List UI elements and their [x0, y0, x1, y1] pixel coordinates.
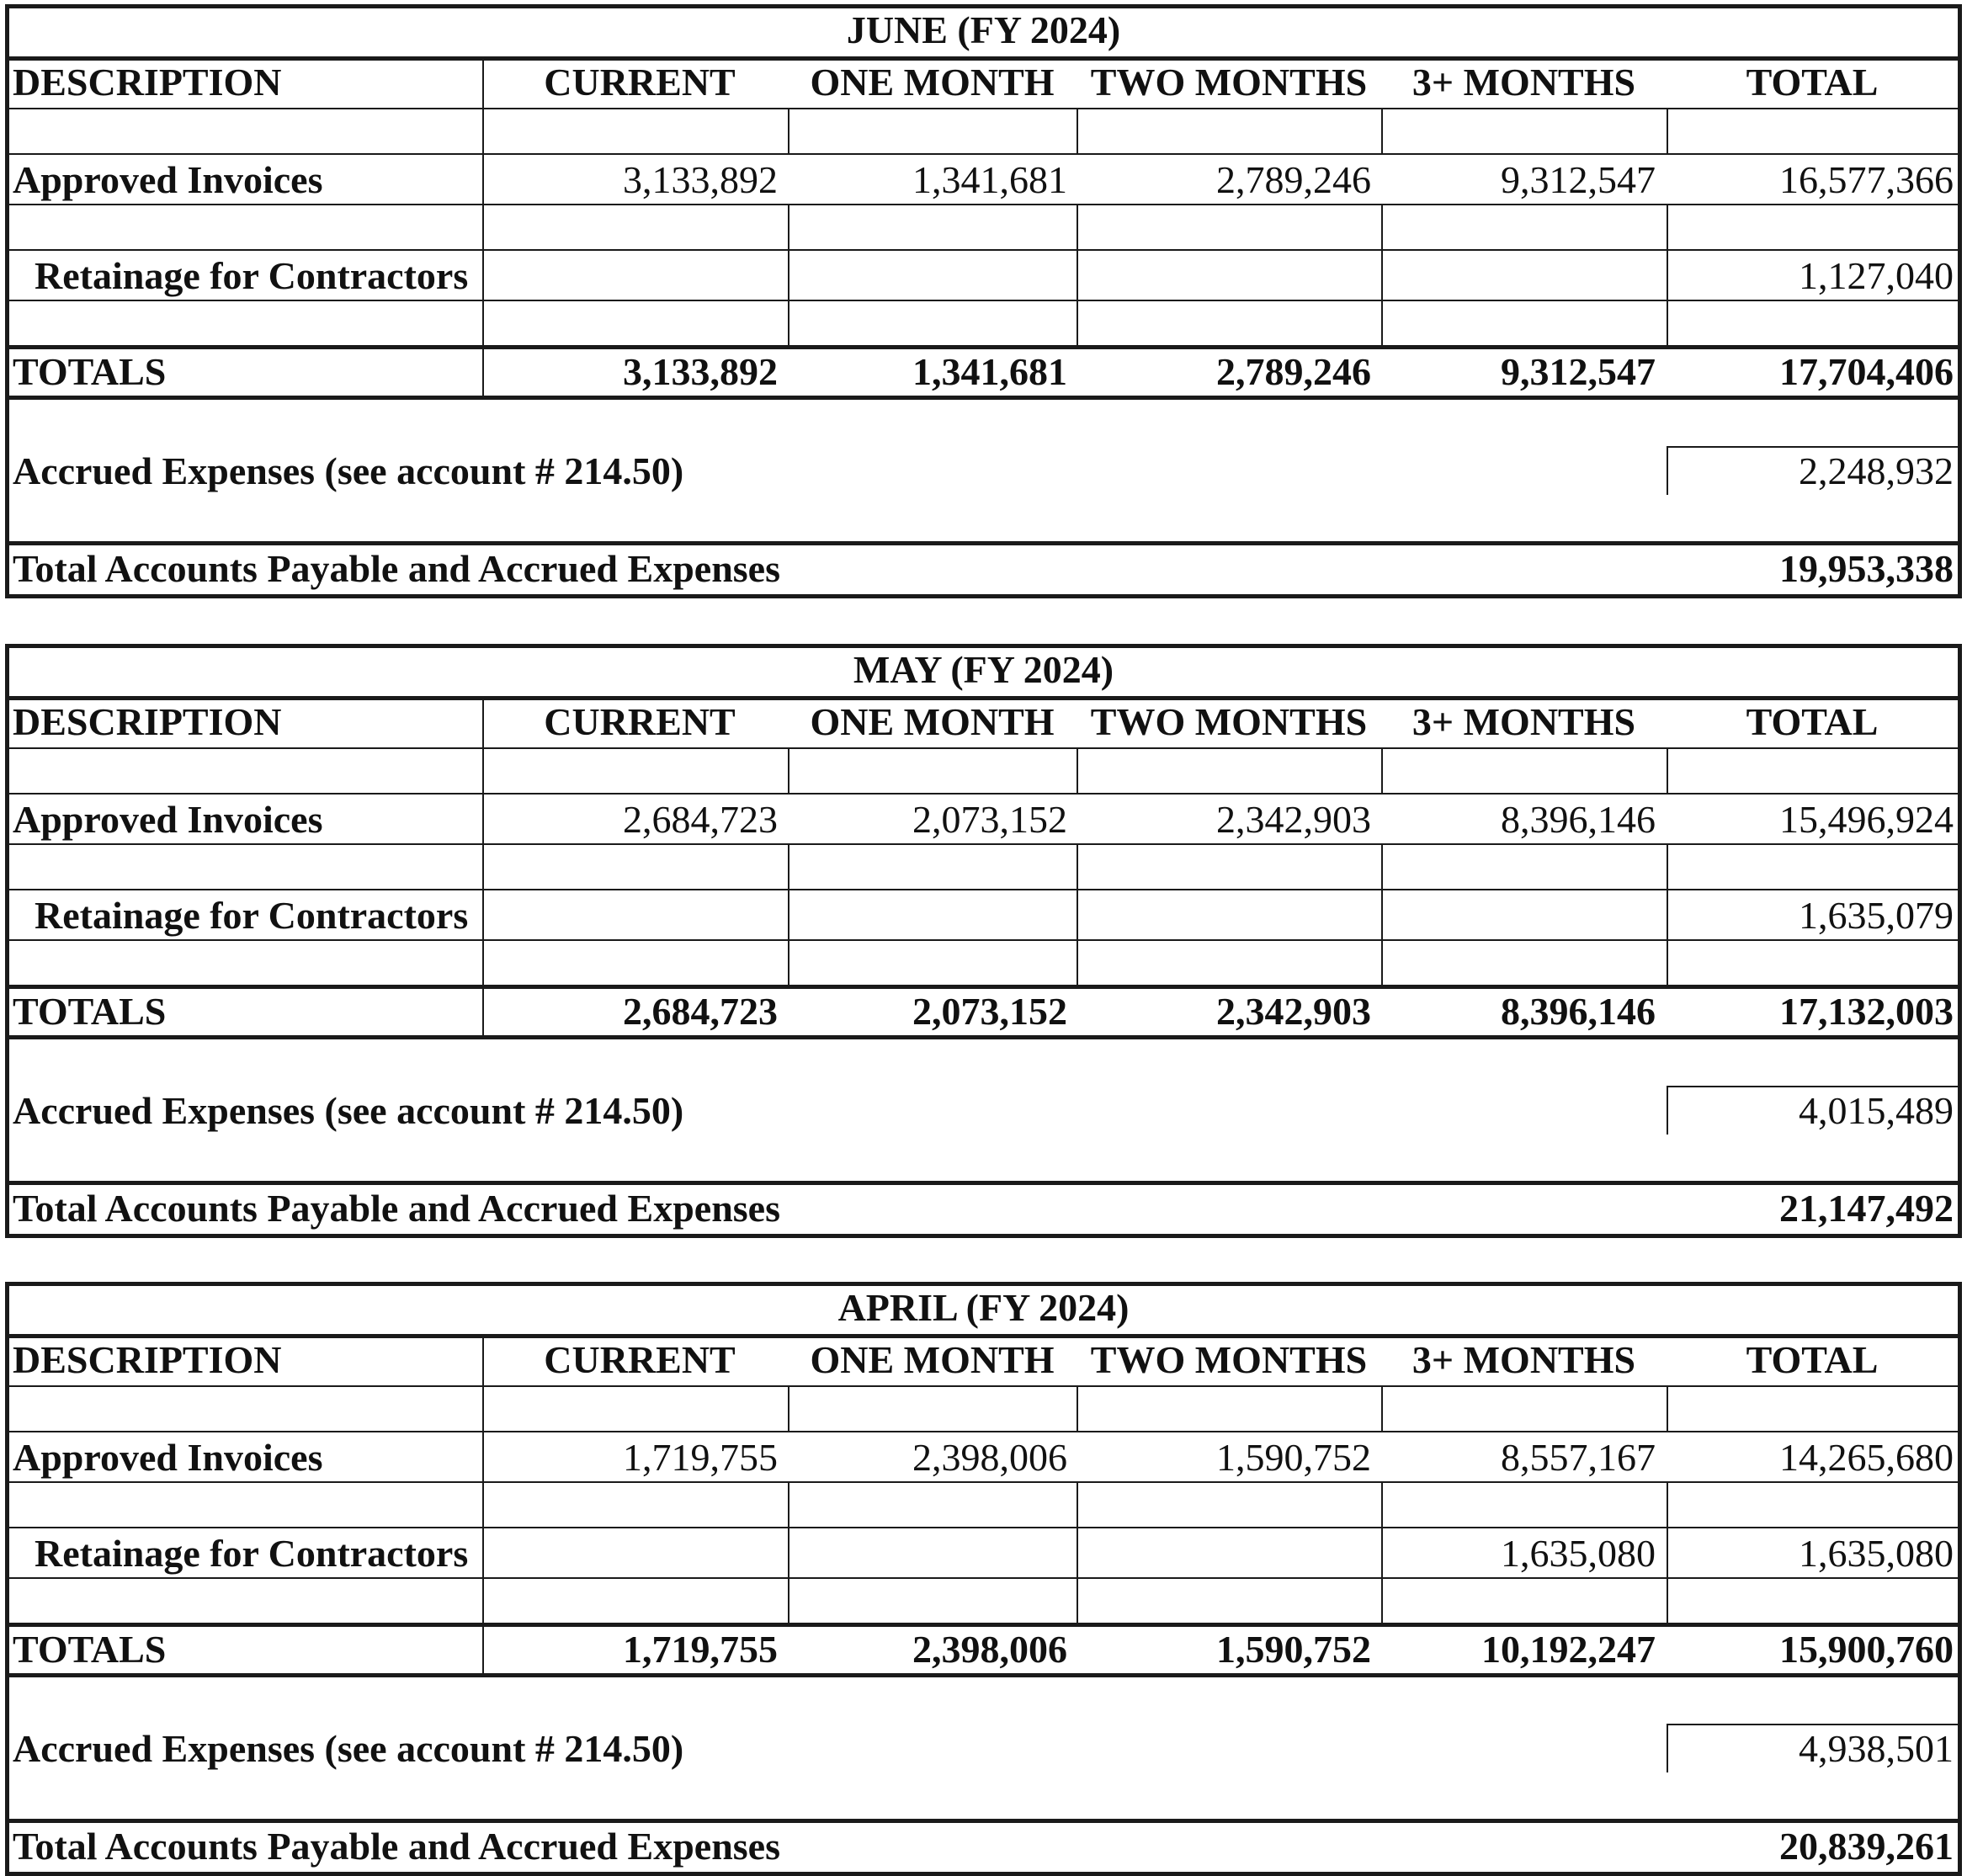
col-divider — [788, 205, 789, 249]
row-label-totals: TOTALS — [13, 350, 167, 393]
rule-row — [9, 1481, 1958, 1483]
totals-current: 3,133,892 — [623, 350, 778, 393]
header-description: DESCRIPTION — [13, 1338, 282, 1381]
rule-row — [9, 1431, 1958, 1432]
col-divider — [1381, 205, 1383, 249]
header-total: TOTAL — [1746, 1338, 1879, 1381]
rule-row — [9, 153, 1958, 155]
report-title: MAY (FY 2024) — [853, 648, 1114, 691]
header-three-plus: 3+ MONTHS — [1411, 700, 1636, 743]
col-divider — [1667, 749, 1668, 793]
accrued-total: 4,938,501 — [1799, 1727, 1954, 1770]
col-divider — [1077, 109, 1078, 153]
rule-below-header — [9, 747, 1958, 749]
col-divider — [1667, 1528, 1668, 1623]
col-divider — [1667, 1483, 1668, 1527]
row-label-grand-total: Total Accounts Payable and Accrued Expenses — [13, 1825, 781, 1868]
col-divider — [1667, 205, 1668, 249]
approved-three-plus: 9,312,547 — [1501, 158, 1656, 201]
header-one-month: ONE MONTH — [810, 1338, 1055, 1381]
totals-three-plus: 10,192,247 — [1481, 1628, 1656, 1671]
report-april — [5, 1282, 1962, 1876]
totals-total: 17,132,003 — [1779, 990, 1954, 1033]
col-divider — [1667, 109, 1668, 153]
col-divider — [1381, 890, 1383, 985]
header-three-plus: 3+ MONTHS — [1411, 1338, 1636, 1381]
rule-below-totals — [9, 1673, 1958, 1677]
report-june — [5, 4, 1962, 598]
col-divider — [1667, 890, 1668, 985]
rule-row — [9, 939, 1958, 941]
rule-below-totals — [9, 396, 1958, 400]
header-current: CURRENT — [544, 700, 736, 743]
col-divider — [1077, 205, 1078, 249]
rule-below-header — [9, 1385, 1958, 1387]
retainage-total: 1,635,080 — [1799, 1532, 1954, 1575]
row-label-accrued: Accrued Expenses (see account # 214.50) — [13, 449, 684, 492]
header-total: TOTAL — [1746, 61, 1879, 104]
approved-current: 1,719,755 — [623, 1436, 778, 1479]
row-label-approved: Approved Invoices — [13, 158, 323, 201]
header-one-month: ONE MONTH — [810, 700, 1055, 743]
rule-row — [9, 889, 1958, 890]
accrued-box-left — [1667, 1724, 1668, 1772]
col-divider — [1077, 749, 1078, 793]
header-three-plus: 3+ MONTHS — [1411, 61, 1636, 104]
totals-one-month: 2,398,006 — [912, 1628, 1067, 1671]
rule-row — [9, 1577, 1958, 1579]
totals-one-month: 1,341,681 — [912, 350, 1067, 393]
rule-below-header — [9, 108, 1958, 109]
col-divider — [788, 1483, 789, 1527]
totals-current: 2,684,723 — [623, 990, 778, 1033]
rule-row — [9, 793, 1958, 795]
totals-three-plus: 9,312,547 — [1501, 350, 1656, 393]
totals-two-months: 2,789,246 — [1216, 350, 1371, 393]
approved-one-month: 1,341,681 — [912, 158, 1067, 201]
approved-total: 14,265,680 — [1779, 1436, 1954, 1479]
col-divider — [788, 251, 789, 345]
row-label-approved: Approved Invoices — [13, 798, 323, 841]
rule-row — [9, 249, 1958, 251]
row-label-grand-total: Total Accounts Payable and Accrued Expenses — [13, 1187, 781, 1230]
header-description: DESCRIPTION — [13, 700, 282, 743]
approved-one-month: 2,073,152 — [912, 798, 1067, 841]
accrued-total: 4,015,489 — [1799, 1089, 1954, 1132]
col-divider — [1381, 109, 1383, 153]
row-label-totals: TOTALS — [13, 1628, 167, 1671]
row-label-accrued: Accrued Expenses (see account # 214.50) — [13, 1089, 684, 1132]
totals-total: 17,704,406 — [1779, 350, 1954, 393]
col-divider — [788, 109, 789, 153]
header-two-months: TWO MONTHS — [1090, 700, 1368, 743]
report-title: JUNE (FY 2024) — [846, 8, 1121, 51]
rule-row — [9, 1527, 1958, 1528]
grand-total: 19,953,338 — [1779, 547, 1954, 590]
col-divider — [1667, 251, 1668, 345]
row-label-totals: TOTALS — [13, 990, 167, 1033]
row-label-retainage: Retainage for Contractors — [35, 1532, 469, 1575]
header-one-month: ONE MONTH — [810, 61, 1055, 104]
header-two-months: TWO MONTHS — [1090, 61, 1368, 104]
rule-row — [9, 204, 1958, 205]
report-title: APRIL (FY 2024) — [837, 1286, 1130, 1329]
row-label-grand-total: Total Accounts Payable and Accrued Expenses — [13, 547, 781, 590]
totals-three-plus: 8,396,146 — [1501, 990, 1656, 1033]
col-divider — [788, 1387, 789, 1431]
approved-two-months: 1,590,752 — [1216, 1436, 1371, 1479]
col-divider — [1077, 845, 1078, 889]
col-divider — [1667, 845, 1668, 889]
header-total: TOTAL — [1746, 700, 1879, 743]
totals-two-months: 2,342,903 — [1216, 990, 1371, 1033]
totals-current: 1,719,755 — [623, 1628, 778, 1671]
col-divider — [1381, 1387, 1383, 1431]
rule-below-totals — [9, 1035, 1958, 1039]
rule-row — [9, 843, 1958, 845]
row-label-retainage: Retainage for Contractors — [35, 894, 469, 937]
col-divider — [1077, 1528, 1078, 1623]
col-divider — [1077, 890, 1078, 985]
totals-total: 15,900,760 — [1779, 1628, 1954, 1671]
col-divider — [1381, 845, 1383, 889]
col-divider — [1381, 749, 1383, 793]
report-may — [5, 644, 1962, 1238]
col-divider — [1077, 1483, 1078, 1527]
col-divider — [1381, 1483, 1383, 1527]
row-label-approved: Approved Invoices — [13, 1436, 323, 1479]
col-divider — [1077, 1387, 1078, 1431]
rule-row — [9, 300, 1958, 301]
col-divider-description — [482, 698, 484, 1037]
totals-one-month: 2,073,152 — [912, 990, 1067, 1033]
approved-three-plus: 8,396,146 — [1501, 798, 1656, 841]
approved-total: 16,577,366 — [1779, 158, 1954, 201]
row-label-retainage: Retainage for Contractors — [35, 254, 469, 297]
accrued-total: 2,248,932 — [1799, 449, 1954, 492]
totals-two-months: 1,590,752 — [1216, 1628, 1371, 1671]
col-divider — [1381, 1528, 1383, 1623]
accrued-box-left — [1667, 1086, 1668, 1135]
header-description: DESCRIPTION — [13, 61, 282, 104]
header-two-months: TWO MONTHS — [1090, 1338, 1368, 1381]
grand-total: 20,839,261 — [1779, 1825, 1954, 1868]
header-current: CURRENT — [544, 1338, 736, 1381]
approved-two-months: 2,342,903 — [1216, 798, 1371, 841]
approved-three-plus: 8,557,167 — [1501, 1436, 1656, 1479]
approved-current: 2,684,723 — [623, 798, 778, 841]
col-divider — [788, 749, 789, 793]
col-divider — [788, 1528, 789, 1623]
retainage-three-plus: 1,635,080 — [1501, 1532, 1656, 1575]
retainage-total: 1,127,040 — [1799, 254, 1954, 297]
col-divider — [788, 845, 789, 889]
approved-two-months: 2,789,246 — [1216, 158, 1371, 201]
col-divider-description — [482, 1336, 484, 1675]
col-divider — [788, 890, 789, 985]
approved-one-month: 2,398,006 — [912, 1436, 1067, 1479]
accrued-box-left — [1667, 446, 1668, 495]
approved-current: 3,133,892 — [623, 158, 778, 201]
approved-total: 15,496,924 — [1779, 798, 1954, 841]
retainage-total: 1,635,079 — [1799, 894, 1954, 937]
col-divider-description — [482, 58, 484, 397]
col-divider — [1667, 1387, 1668, 1431]
header-current: CURRENT — [544, 61, 736, 104]
row-label-accrued: Accrued Expenses (see account # 214.50) — [13, 1727, 684, 1770]
col-divider — [1077, 251, 1078, 345]
grand-total: 21,147,492 — [1779, 1187, 1954, 1230]
col-divider — [1381, 251, 1383, 345]
